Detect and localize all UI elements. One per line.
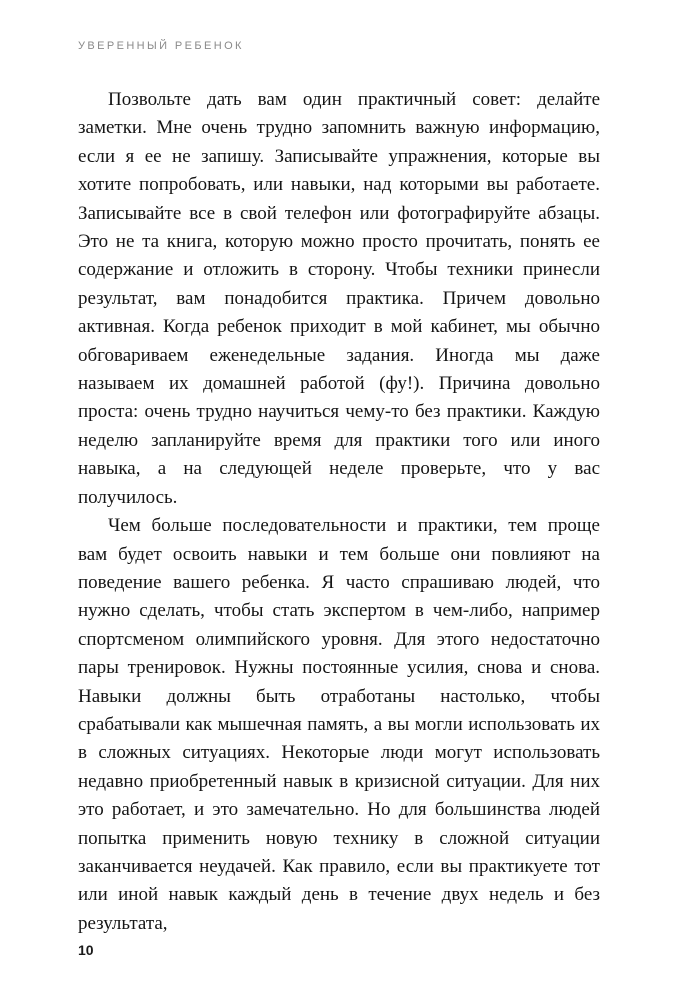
running-head: УВЕРЕННЫЙ РЕБЕНОК <box>78 40 244 52</box>
body-text <box>78 86 600 938</box>
paragraph-1: Позвольте дать вам один практичный совет: делайте заметки. Мне очень трудно запомнить важную информацию, если я ее не запишу. Записывайте упражнения, которые вы хотите попробовать, или навыки, над которыми вы работаете. Записывайте все в свой телефон или фотографируйте абзацы. Это не та книга, которую можно просто прочитать, понять ее содержание и отложить в сторону. Чтобы техники принесли результат, вам понадобится практика. Причем довольно активная. Когда ребенок приходит в мой кабинет, мы обычно обговариваем еженедельные задания. Иногда мы даже называем их домашней работой (фу!). Причина довольно проста: очень трудно научиться чему-то без практики. Каждую неделю запланируйте время для практики того или иного навыка, а на следующей неделе проверьте, что у вас получилось. <box>78 89 600 508</box>
page-number: 10 <box>78 942 94 958</box>
paragraph-2: Чем больше последовательности и практики, тем проще вам будет освоить навыки и тем больше они повлияют на поведение вашего ребенка. Я часто спрашиваю людей, что нужно сделать, чтобы стать экспертом в чем-либо, например спортсменом олимпийского уровня. Для этого недостаточно пары тренировок. Нужны постоянные усилия, снова и снова. Навыки должны быть отработаны настолько, чтобы срабатывали как мышечная память, а вы могли использовать их в сложных ситуациях. Некоторые люди могут использовать недавно приобретенный навык в кризисной ситуации. Для них это работает, и это замечательно. Но для большинства людей попытка применить новую технику в сложной ситуации заканчивается неудачей. Как правило, если вы практикуете тот или иной навык каждый день в течение двух недель и без результата, <box>78 515 600 934</box>
